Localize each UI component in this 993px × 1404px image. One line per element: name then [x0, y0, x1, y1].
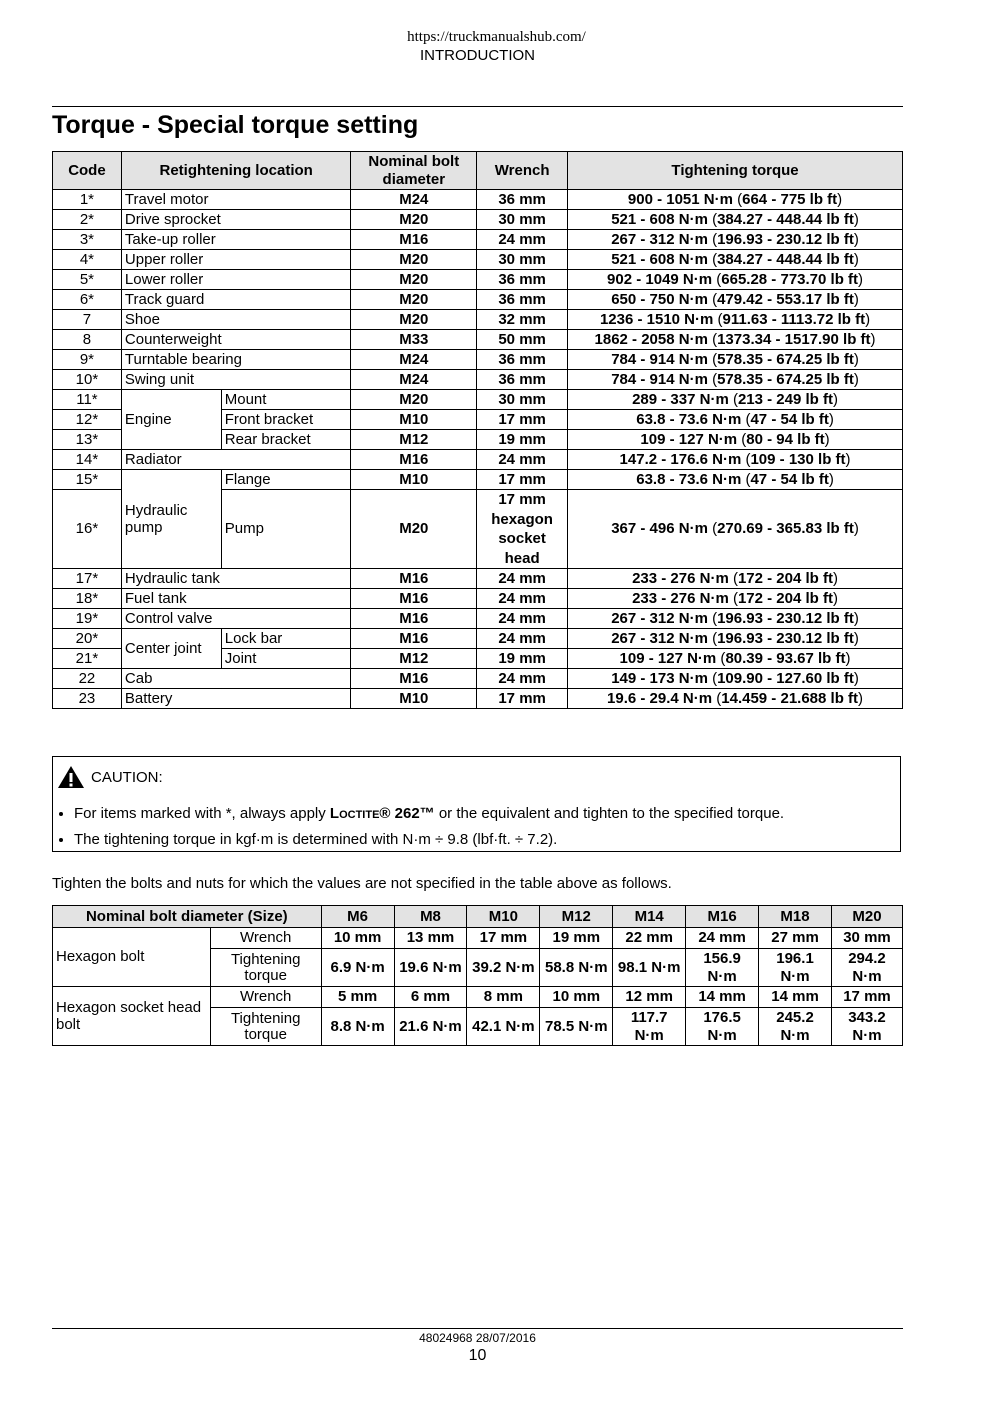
cell-torque: 521 - 608 N·m (384.27 - 448.44 lb ft): [568, 250, 903, 270]
cell-diameter: M12: [351, 649, 477, 669]
col-header-torque: Tightening torque: [568, 152, 903, 190]
bolt-size: M18: [759, 906, 832, 928]
torque-value: 117.7 N·m: [613, 1008, 686, 1046]
table-row: [53, 928, 903, 949]
bolt-size: M16: [686, 906, 759, 928]
table-row: [53, 210, 903, 230]
cell-location: Hydraulic tank: [121, 569, 351, 589]
cell-location-group: Center joint: [121, 629, 221, 669]
cell-diameter: M20: [351, 390, 477, 410]
wrench-value: 5 mm: [321, 987, 394, 1008]
cell-torque: 784 - 914 N·m (578.35 - 674.25 lb ft): [568, 370, 903, 390]
cell-torque: 147.2 - 176.6 N·m (109 - 130 lb ft): [568, 450, 903, 470]
cell-torque: 650 - 750 N·m (479.42 - 553.17 lb ft): [568, 290, 903, 310]
cell-location: Lower roller: [121, 270, 351, 290]
col-header-location: Retightening location: [121, 152, 351, 190]
bolt-header-row: [53, 906, 903, 928]
cell-wrench: 17 mm: [477, 689, 568, 709]
wrench-value: 10 mm: [540, 987, 613, 1008]
cell-location: Drive sprocket: [121, 210, 351, 230]
cell-location: Shoe: [121, 310, 351, 330]
wrench-value: 14 mm: [686, 987, 759, 1008]
table-row: [53, 569, 903, 589]
cell-code: 12*: [53, 410, 122, 430]
table-row: [53, 609, 903, 629]
table-row: [53, 669, 903, 689]
cell-wrench: 36 mm: [477, 190, 568, 210]
wrench-value: 19 mm: [540, 928, 613, 949]
bolt-size: M8: [394, 906, 467, 928]
table-row: [53, 190, 903, 210]
wrench-value: 17 mm: [831, 987, 902, 1008]
cell-code: 3*: [53, 230, 122, 250]
cell-location-sub: Rear bracket: [221, 430, 351, 450]
table-row: [53, 987, 903, 1008]
cell-location: Radiator: [121, 450, 351, 470]
cell-wrench: 24 mm: [477, 450, 568, 470]
cell-torque: 233 - 276 N·m (172 - 204 lb ft): [568, 589, 903, 609]
cell-diameter: M10: [351, 410, 477, 430]
torque-table: [52, 151, 903, 709]
cell-location: Battery: [121, 689, 351, 709]
cell-wrench: 24 mm: [477, 589, 568, 609]
cell-code: 9*: [53, 350, 122, 370]
table-row: [53, 290, 903, 310]
cell-wrench: 30 mm: [477, 210, 568, 230]
table-row: [53, 270, 903, 290]
cell-torque: 784 - 914 N·m (578.35 - 674.25 lb ft): [568, 350, 903, 370]
cell-wrench: 17 mm: [477, 410, 568, 430]
page-title: Torque - Special torque setting: [52, 111, 419, 139]
cell-location-sub: Pump: [221, 490, 351, 569]
caution-title: CAUTION:: [91, 768, 163, 786]
cell-wrench: 24 mm: [477, 569, 568, 589]
cell-wrench: 24 mm: [477, 629, 568, 649]
cell-torque: 902 - 1049 N·m (665.28 - 773.70 lb ft): [568, 270, 903, 290]
table-row: [53, 370, 903, 390]
torque-value: 196.1 N·m: [759, 949, 832, 987]
cell-torque: 149 - 173 N·m (109.90 - 127.60 lb ft): [568, 669, 903, 689]
cell-code: 10*: [53, 370, 122, 390]
bolt-size: M10: [467, 906, 540, 928]
table-row: [53, 450, 903, 470]
cell-code: 19*: [53, 609, 122, 629]
cell-location: Counterweight: [121, 330, 351, 350]
cell-diameter: M16: [351, 450, 477, 470]
cell-wrench: 36 mm: [477, 290, 568, 310]
cell-wrench: 24 mm: [477, 230, 568, 250]
wrench-value: 24 mm: [686, 928, 759, 949]
cell-torque: 233 - 276 N·m (172 - 204 lb ft): [568, 569, 903, 589]
cell-diameter: M33: [351, 330, 477, 350]
table-row: [53, 390, 903, 410]
cell-wrench: 30 mm: [477, 250, 568, 270]
cell-code: 13*: [53, 430, 122, 450]
cell-diameter: M20: [351, 490, 477, 569]
note-text: Tighten the bolts and nuts for which the values are not specified in the table above as follows.: [52, 875, 672, 892]
cell-diameter: M16: [351, 609, 477, 629]
cell-wrench: 50 mm: [477, 330, 568, 350]
caution-item-1: • For items marked with *, always apply Loctite® 262™ or the equivalent and tighten to the specified torque.: [74, 805, 784, 822]
wrench-value: 22 mm: [613, 928, 686, 949]
cell-wrench: 32 mm: [477, 310, 568, 330]
cell-location: Upper roller: [121, 250, 351, 270]
doc-number: 48024968 28/07/2016: [419, 1331, 536, 1345]
cell-torque: 63.8 - 73.6 N·m (47 - 54 lb ft): [568, 470, 903, 490]
cell-location-sub: Mount: [221, 390, 351, 410]
bolt-size-header: Nominal bolt diameter (Size): [53, 906, 322, 928]
cell-diameter: M24: [351, 190, 477, 210]
torque-label: Tightening torque: [210, 1008, 321, 1046]
cell-code: 1*: [53, 190, 122, 210]
cell-location: Take-up roller: [121, 230, 351, 250]
warning-icon: [57, 765, 85, 789]
torque-value: 294.2 N·m: [831, 949, 902, 987]
torque-value: 343.2 N·m: [831, 1008, 902, 1046]
cell-wrench: 36 mm: [477, 350, 568, 370]
cell-wrench: 17 mm: [477, 470, 568, 490]
cell-location-sub: Front bracket: [221, 410, 351, 430]
cell-code: 17*: [53, 569, 122, 589]
cell-location-group: Engine: [121, 390, 221, 450]
torque-value: 58.8 N·m: [540, 949, 613, 987]
cell-diameter: M10: [351, 470, 477, 490]
page-number: 10: [468, 1347, 487, 1364]
table-row: [53, 230, 903, 250]
torque-value: 98.1 N·m: [613, 949, 686, 987]
cell-torque: 267 - 312 N·m (196.93 - 230.12 lb ft): [568, 629, 903, 649]
cell-code: 21*: [53, 649, 122, 669]
table-row: [53, 310, 903, 330]
torque-value: 78.5 N·m: [540, 1008, 613, 1046]
cell-code: 14*: [53, 450, 122, 470]
cell-wrench: 36 mm: [477, 270, 568, 290]
col-header-code: Code: [53, 152, 122, 190]
col-header-wrench: Wrench: [477, 152, 568, 190]
cell-diameter: M24: [351, 370, 477, 390]
wrench-label: Wrench: [210, 928, 321, 949]
torque-value: 8.8 N·m: [321, 1008, 394, 1046]
cell-location: Travel motor: [121, 190, 351, 210]
cell-diameter: M20: [351, 290, 477, 310]
caution-box: [52, 756, 901, 852]
torque-value: 176.5 N·m: [686, 1008, 759, 1046]
wrench-value: 6 mm: [394, 987, 467, 1008]
bolt-size: M20: [831, 906, 902, 928]
wrench-value: 13 mm: [394, 928, 467, 949]
table-row: [53, 470, 903, 490]
cell-code: 18*: [53, 589, 122, 609]
cell-location: Fuel tank: [121, 589, 351, 609]
cell-diameter: M16: [351, 569, 477, 589]
cell-torque: 521 - 608 N·m (384.27 - 448.44 lb ft): [568, 210, 903, 230]
caution-item-2: • The tightening torque in kgf·m is determined with N·m ÷ 9.8 (lbf·ft. ÷ 7.2).: [74, 831, 784, 848]
cell-wrench: 36 mm: [477, 370, 568, 390]
wrench-value: 30 mm: [831, 928, 902, 949]
torque-value: 39.2 N·m: [467, 949, 540, 987]
cell-diameter: M16: [351, 669, 477, 689]
cell-code: 7: [53, 310, 122, 330]
cell-code: 4*: [53, 250, 122, 270]
cell-torque: 63.8 - 73.6 N·m (47 - 54 lb ft): [568, 410, 903, 430]
cell-torque: 1862 - 2058 N·m (1373.34 - 1517.90 lb ft): [568, 330, 903, 350]
wrench-value: 12 mm: [613, 987, 686, 1008]
cell-torque: 289 - 337 N·m (213 - 249 lb ft): [568, 390, 903, 410]
header-url: https://truckmanualshub.com/: [407, 29, 586, 45]
cell-diameter: M20: [351, 310, 477, 330]
wrench-value: 27 mm: [759, 928, 832, 949]
cell-location-group: Hydraulic pump: [121, 470, 221, 569]
wrench-value: 10 mm: [321, 928, 394, 949]
cell-location: Turntable bearing: [121, 350, 351, 370]
torque-value: 6.9 N·m: [321, 949, 394, 987]
cell-wrench: 19 mm: [477, 430, 568, 450]
cell-diameter: M10: [351, 689, 477, 709]
cell-code: 22: [53, 669, 122, 689]
cell-wrench: 24 mm: [477, 609, 568, 629]
cell-diameter: M24: [351, 350, 477, 370]
cell-wrench: 19 mm: [477, 649, 568, 669]
cell-code: 5*: [53, 270, 122, 290]
wrench-label: Wrench: [210, 987, 321, 1008]
cell-wrench: 30 mm: [477, 390, 568, 410]
torque-value: 245.2 N·m: [759, 1008, 832, 1046]
torque-value: 19.6 N·m: [394, 949, 467, 987]
cell-torque: 109 - 127 N·m (80 - 94 lb ft): [568, 430, 903, 450]
cell-code: 23: [53, 689, 122, 709]
cell-code: 6*: [53, 290, 122, 310]
cell-location: Track guard: [121, 290, 351, 310]
cell-diameter: M16: [351, 629, 477, 649]
cell-location: Swing unit: [121, 370, 351, 390]
bolt-size: M14: [613, 906, 686, 928]
cell-diameter: M20: [351, 250, 477, 270]
header-section: INTRODUCTION: [420, 47, 535, 64]
bolt-type-label: Hexagon socket head bolt: [53, 987, 211, 1046]
wrench-value: 8 mm: [467, 987, 540, 1008]
bolt-size: M6: [321, 906, 394, 928]
wrench-value: 17 mm: [467, 928, 540, 949]
table-row: [53, 330, 903, 350]
cell-location: Cab: [121, 669, 351, 689]
bolt-size: M12: [540, 906, 613, 928]
bolt-type-label: Hexagon bolt: [53, 928, 211, 987]
table-row: [53, 350, 903, 370]
torque-label: Tightening torque: [210, 949, 321, 987]
cell-code: 2*: [53, 210, 122, 230]
torque-value: 21.6 N·m: [394, 1008, 467, 1046]
cell-diameter: M20: [351, 270, 477, 290]
cell-code: 16*: [53, 490, 122, 569]
torque-value: 42.1 N·m: [467, 1008, 540, 1046]
cell-code: 15*: [53, 470, 122, 490]
table-row: [53, 250, 903, 270]
wrench-value: 14 mm: [759, 987, 832, 1008]
cell-torque: 900 - 1051 N·m (664 - 775 lb ft): [568, 190, 903, 210]
cell-torque: 367 - 496 N·m (270.69 - 365.83 lb ft): [568, 490, 903, 569]
cell-torque: 109 - 127 N·m (80.39 - 93.67 lb ft): [568, 649, 903, 669]
cell-torque: 267 - 312 N·m (196.93 - 230.12 lb ft): [568, 609, 903, 629]
cell-wrench: 17 mm hexagon socket head: [477, 490, 568, 569]
torque-value: 156.9 N·m: [686, 949, 759, 987]
cell-wrench: 24 mm: [477, 669, 568, 689]
bottom-rule: [52, 1328, 903, 1329]
table-row: [53, 689, 903, 709]
cell-torque: 19.6 - 29.4 N·m (14.459 - 21.688 lb ft): [568, 689, 903, 709]
cell-diameter: M12: [351, 430, 477, 450]
col-header-diameter: Nominal bolt diameter: [351, 152, 477, 190]
cell-code: 20*: [53, 629, 122, 649]
top-rule: [52, 106, 903, 107]
bolt-table: [52, 905, 903, 1046]
cell-code: 8: [53, 330, 122, 350]
cell-diameter: M20: [351, 210, 477, 230]
cell-torque: 1236 - 1510 N·m (911.63 - 1113.72 lb ft): [568, 310, 903, 330]
cell-code: 11*: [53, 390, 122, 410]
cell-location-sub: Lock bar: [221, 629, 351, 649]
cell-diameter: M16: [351, 589, 477, 609]
cell-torque: 267 - 312 N·m (196.93 - 230.12 lb ft): [568, 230, 903, 250]
table-row: [53, 629, 903, 649]
cell-diameter: M16: [351, 230, 477, 250]
cell-location-sub: Joint: [221, 649, 351, 669]
torque-table-header: [53, 152, 903, 190]
cell-location-sub: Flange: [221, 470, 351, 490]
table-row: [53, 589, 903, 609]
cell-location: Control valve: [121, 609, 351, 629]
